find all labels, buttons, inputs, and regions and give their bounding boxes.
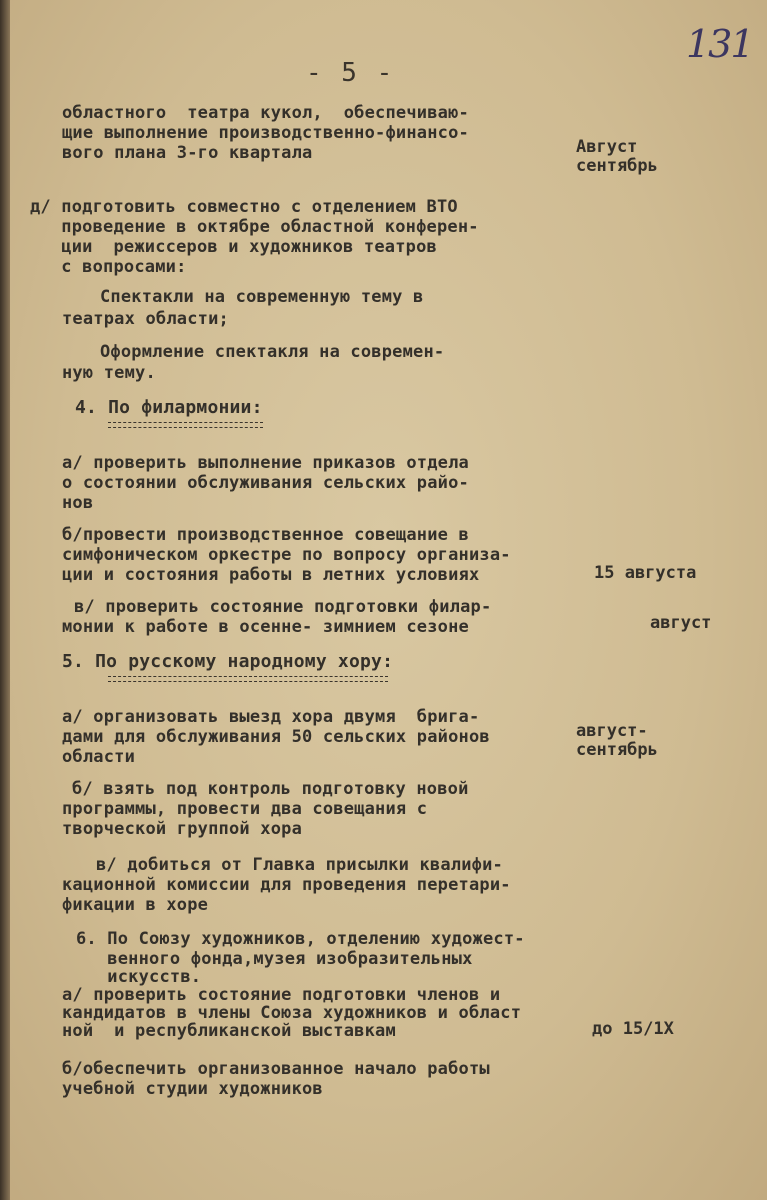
paragraph-line: симфоническом оркестре по вопросу организа- [62,545,511,565]
paragraph-line: творческой группой хора [62,819,303,839]
paragraph-line: ную тему. [62,363,156,383]
archive-page-number: 131 [686,22,753,66]
paragraph-line: а/ проверить состояние подготовки членов и [62,985,501,1005]
paragraph-line: проведение в октябре областной конферен- [30,217,479,237]
paragraph-line: в/ добиться от Главка присылки квалифи- [96,855,503,875]
paragraph-line: кандидатов в члены Союза художников и област [62,1003,522,1023]
deadline-date: август- сентябрь [576,721,658,760]
deadline-date: Август сентябрь [576,137,658,176]
paragraph-line: фикации в хоре [62,895,209,915]
paragraph-line: 6. По Союзу художников, отделению художест- [76,929,525,949]
paragraph-line: нов [62,493,94,513]
paragraph-line: о состоянии обслуживания сельских райо- [62,473,469,493]
heading-underline [108,676,388,682]
paragraph-line: области [62,747,136,767]
paragraph-line: искусств. [76,967,202,987]
paragraph-line: в/ проверить состояние подготовки филар- [74,597,492,617]
paragraph-line: учебной студии художников [62,1079,323,1099]
paragraph-line: программы, провести два совещания с [62,799,428,819]
deadline-date: до 15/1X [592,1019,674,1039]
section-heading: 5. По русскому народному хору: [62,651,394,672]
paragraph-line: ной и республиканской выставкам [62,1021,396,1041]
paragraph-line: венного фонда,музея изобразительных [76,949,473,969]
paragraph-line: дами для обслуживания 50 сельских районов [62,727,490,747]
paragraph-line: а/ организовать выезд хора двумя брига- [62,707,480,727]
paragraph-line: театрах области; [62,309,229,329]
paragraph-line: Оформление спектакля на современ- [100,342,445,362]
deadline-date: 15 августа [594,563,697,583]
paragraph-line: б/обеспечить организованное начало работы [62,1059,490,1079]
paragraph-line: ции и состояния работы в летних условиях [62,565,480,585]
heading-underline [108,422,263,428]
paragraph-line: а/ проверить выполнение приказов отдела [62,453,469,473]
paragraph-line: областного театра кукол, обеспечиваю- [62,103,469,123]
section-heading: 4. По филармонии: [75,397,263,418]
paragraph-line: б/ взять под контроль подготовку новой [72,779,469,799]
paragraph-line: вого плана 3-го квартала [62,143,313,163]
paragraph-line: ции режиссеров и художников театров [30,237,437,257]
paragraph-line: б/провести производственное совещание в [62,525,469,545]
page-number: - 5 - [306,58,395,88]
paragraph-line: кационной комиссии для проведения перетари- [62,875,511,895]
paragraph-line: щие выполнение производственно-финансо- [62,123,469,143]
paragraph-line: монии к работе в осенне- зимнием сезоне [62,617,469,637]
page-binding-edge [0,0,10,1200]
paragraph-line: с вопросами: [30,257,187,277]
paragraph-line: д/ подготовить совместно с отделением ВТО [30,197,458,217]
paragraph-line: Спектакли на современную тему в [100,287,424,307]
deadline-date: август [650,613,712,633]
